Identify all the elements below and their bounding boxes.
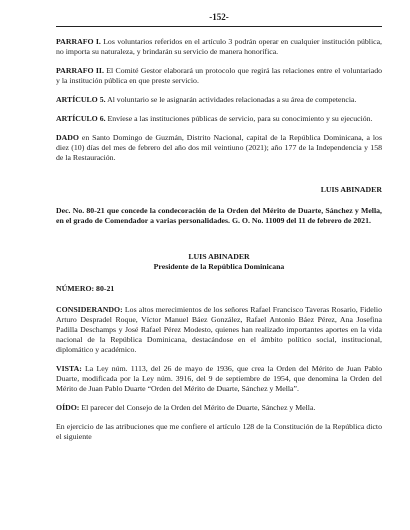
paragraph-text: Al voluntario se le asignarán actividades relacionadas a su área de competencia. <box>105 95 357 104</box>
decree-header <box>56 252 382 272</box>
paragraph-label: CONSIDERANDO: <box>56 305 123 314</box>
paragraph-dado <box>56 133 382 163</box>
paragraph-label: PARRAFO I. <box>56 37 101 46</box>
paragraph-text: En ejercicio de las atribuciones que me confiere el artículo 128 de la Constitución de la República dicto el siguiente <box>56 422 382 441</box>
paragraph-label: PARRAFO II. <box>56 66 104 75</box>
paragraph-articulo-6 <box>56 114 382 124</box>
paragraph-text: en Santo Domingo de Guzmán, Distrito Nacional, capital de la República Dominicana, a los diez (10) días del mes de febrero del año dos mil veintiuno (2021); año 177 de la Independencia y 158 de la Restauración. <box>56 133 382 162</box>
paragraph-label: VISTA: <box>56 364 82 373</box>
decree-title: Dec. No. 80-21 que concede la condecoración de la Orden del Mérito de Duarte, Sánchez y Mella, en el grado de Comendador a varias personalidades. G. O. No. 11009 del 11 de febrero de 2021. <box>56 206 382 225</box>
paragraph-text: Los voluntarios referidos en el artículo 3 podrán operar en cualquier institución pública, no importa su naturaleza, y brindarán su servicio de manera honorífica. <box>56 37 382 56</box>
paragraph-text: La Ley núm. 1113, del 26 de mayo de 1936, que crea la Orden del Mérito de Juan Pablo Duarte, modificada por la Ley núm. 3916, del 9 de septiembre de 1954, que denomina la Orden del Mérito de Juan Pablo Duarte “Orden del Mérito de Duarte, Sánchez y Mella”. <box>56 364 382 393</box>
paragraph-label: OÍDO: <box>56 403 80 412</box>
paragraph-articulo-5 <box>56 95 382 105</box>
paragraph-label: ARTÍCULO 5. <box>56 95 106 104</box>
paragraph-text: El Comité Gestor elaborará un protocolo que regirá las relaciones entre el voluntariado y la institución pública en que preste servicio. <box>56 66 382 85</box>
decree-number: NÚMERO: 80-21 <box>56 284 115 293</box>
page-number: -152- <box>209 12 229 22</box>
paragraph-label: ARTÍCULO 6. <box>56 114 106 123</box>
paragraph-text: Envíese a las instituciones públicas de servicio, para su conocimiento y su ejecución. <box>105 114 373 123</box>
paragraph-text: Los altos merecimientos de los señores Rafael Francisco Taveras Rosario, Fidelio Arturo Despradel Roque, Víctor Manuel Báez González, Rafael Antonio Báez Pérez, Ana Josefina Padilla Deschamps y José Rafael Pérez Modesto, quienes han realizado importantes aportes en la vida nacional de la República Dominicana, destacándose en el ámbito político social, institucional, diplomático y académico. <box>56 305 382 354</box>
header-name: LUIS ABINADER <box>188 252 250 261</box>
paragraph-considerando <box>56 305 382 355</box>
paragraph-oido <box>56 403 382 413</box>
paragraph-parrafo-2 <box>56 66 382 86</box>
paragraph-parrafo-1 <box>56 37 382 57</box>
header-rule <box>56 26 382 27</box>
paragraph-text: El parecer del Consejo de la Orden del Mérito de Duarte, Sánchez y Mella. <box>79 403 316 412</box>
paragraph-ejercicio <box>56 422 382 442</box>
paragraph-vista <box>56 364 382 394</box>
signature: LUIS ABINADER <box>320 185 382 194</box>
header-office: Presidente de la República Dominicana <box>153 262 285 271</box>
paragraph-label: DADO <box>56 133 79 142</box>
